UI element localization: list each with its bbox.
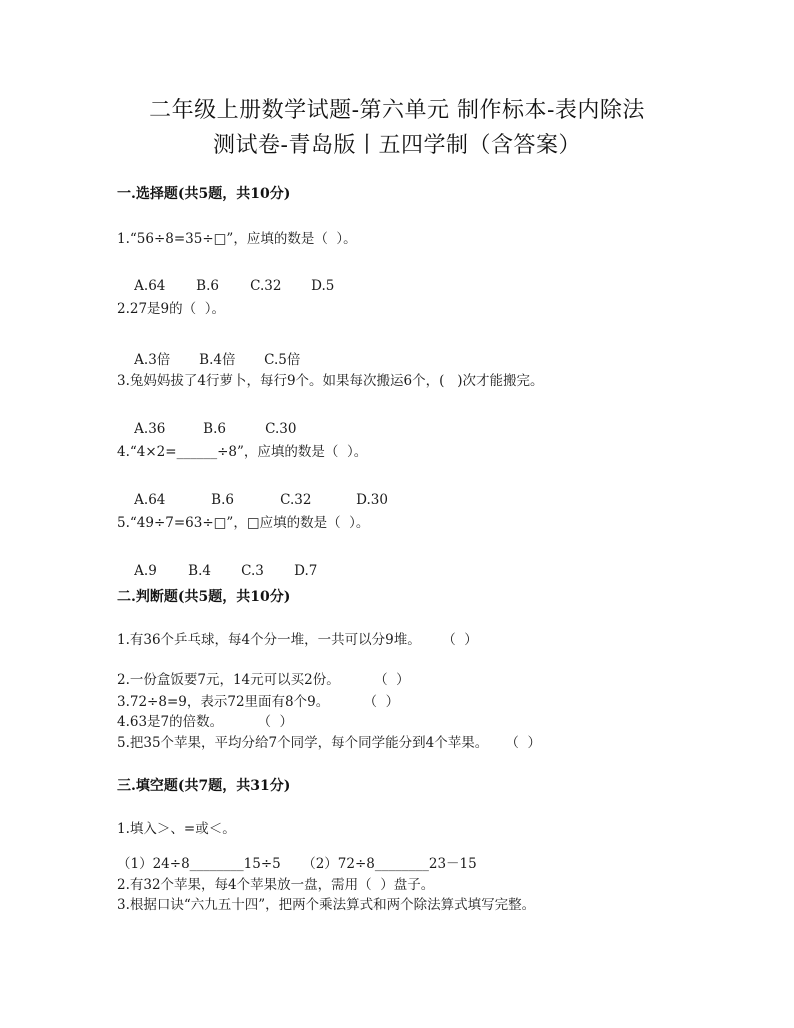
section-heading-multiple-choice: 一.选择题(共5题，共10分)	[117, 186, 291, 202]
option-a: A.9	[134, 563, 157, 579]
option-d: D.7	[294, 563, 318, 579]
question-1-3: 3.兔妈妈拔了4行萝卜，每行9个。如果每次搬运6个，( )次才能搬完。	[117, 373, 544, 389]
option-b: B.6	[196, 278, 219, 294]
question-1-4: 4.“4×2=______÷8”，应填的数是（ ）。	[117, 444, 368, 460]
option-d: D.5	[311, 278, 335, 294]
question-2-2: 2.一份盒饭要7元，14元可以买2份。 （ ）	[117, 672, 410, 688]
document-title-line-2: 测试卷-青岛版丨五四学制（含答案）	[213, 133, 581, 158]
option-b: B.6	[211, 492, 234, 508]
question-3-3: 3.根据口诀“六九五十四”，把两个乘法算式和两个除法算式填写完整。	[117, 897, 536, 913]
document-title-line-1: 二年级上册数学试题-第六单元 制作标本-表内除法	[149, 98, 645, 123]
section-heading-true-false: 二.判断题(共5题，共10分)	[117, 589, 291, 605]
question-2-1: 1.有36个乒乓球，每4个分一堆，一共可以分9堆。 （ ）	[117, 632, 478, 648]
option-b: B.4	[188, 563, 211, 579]
option-a: A.64	[134, 278, 166, 294]
question-2-4: 4.63是7的倍数。 （ ）	[117, 714, 294, 730]
option-c: C.3	[241, 563, 264, 579]
question-2-5: 5.把35个苹果，平均分给7个同学，每个同学能分到4个苹果。 （ ）	[117, 735, 541, 751]
option-b: B.6	[203, 421, 226, 437]
option-a: A.36	[134, 421, 166, 437]
question-3-1: 1.填入＞、=或＜。	[117, 821, 236, 837]
option-a: A.3倍	[134, 352, 171, 368]
question-3-1-subparts: （1）24÷8________15÷5 （2）72÷8________23－15	[117, 856, 477, 872]
option-c: C.30	[265, 421, 297, 437]
section-heading-fill-in: 三.填空题(共7题，共31分)	[117, 778, 291, 794]
question-1-2: 2.27是9的（ ）。	[117, 301, 225, 317]
option-a: A.64	[134, 492, 166, 508]
option-b: B.4倍	[199, 352, 236, 368]
option-c: C.32	[250, 278, 282, 294]
option-c: C.5倍	[264, 352, 301, 368]
option-c: C.32	[280, 492, 312, 508]
question-1-1: 1.“56÷8=35÷□”，应填的数是（ ）。	[117, 231, 357, 247]
question-1-5: 5.“49÷7=63÷□”，□应填的数是（ ）。	[117, 515, 370, 531]
question-2-3: 3.72÷8=9，表示72里面有8个9。 （ ）	[117, 694, 400, 710]
question-3-2: 2.有32个苹果，每4个苹果放一盘，需用（ ）盘子。	[117, 877, 435, 893]
option-d: D.30	[356, 492, 388, 508]
